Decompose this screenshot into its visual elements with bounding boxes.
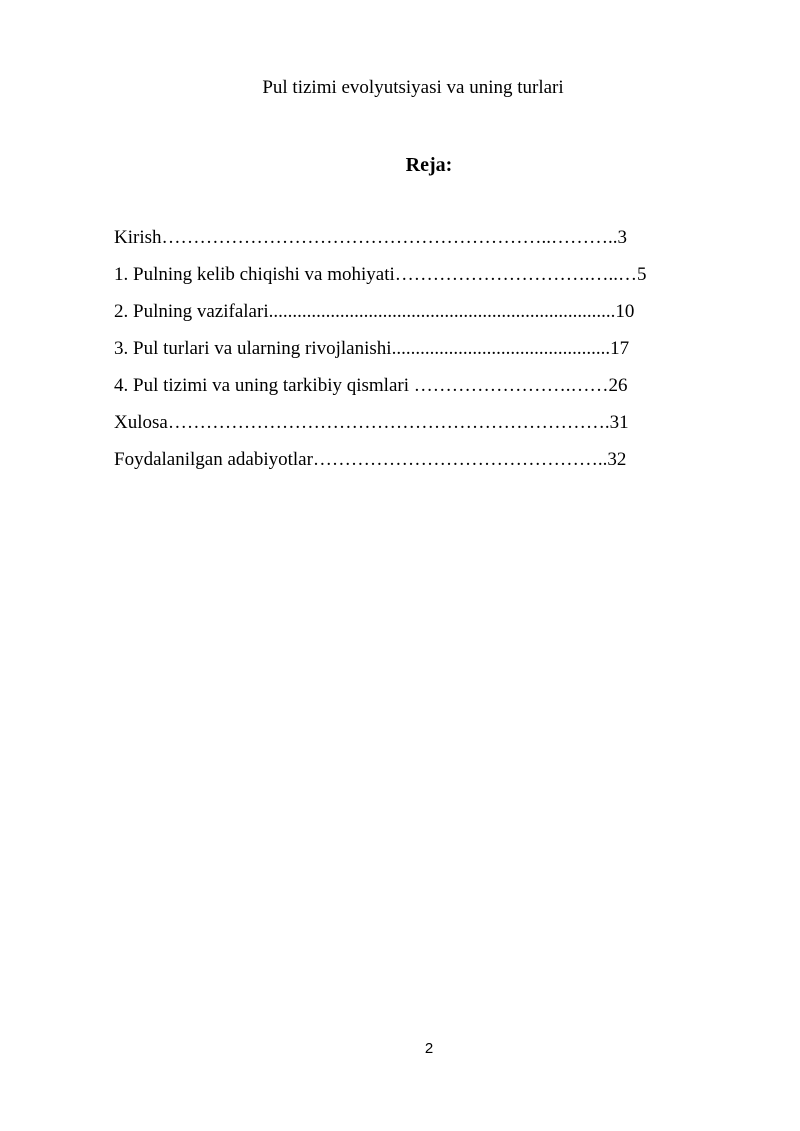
toc-item-label: 4. Pul tizimi va uning tarkibiy qismlari xyxy=(114,375,414,396)
toc-item-adabiyotlar xyxy=(114,448,626,472)
toc-item-leader: .............................................. xyxy=(391,338,611,359)
plan-heading: Reja: xyxy=(405,154,453,176)
toc-item-leader: ………………………….…..… xyxy=(394,264,638,285)
page-number: 2 xyxy=(424,1040,434,1057)
toc-item-3 xyxy=(114,337,629,361)
toc-item-label: Kirish xyxy=(114,227,162,248)
toc-item-2 xyxy=(114,300,634,324)
toc-item-1 xyxy=(114,263,647,287)
toc-item-label: 3. Pul turlari va ularning rivojlanishi xyxy=(114,338,392,359)
toc-item-label: Xulosa xyxy=(114,412,168,433)
toc-item-leader: …………………………………………………………… xyxy=(167,412,605,433)
toc-item-leader: …………………….…… xyxy=(413,375,609,396)
toc-item-xulosa xyxy=(114,411,629,435)
toc-item-page: 26 xyxy=(608,375,628,396)
toc-item-page: 3 xyxy=(617,227,627,248)
toc-item-page: 17 xyxy=(610,338,630,359)
toc-item-label: Foydalanilgan adabiyotlar xyxy=(114,449,313,470)
toc-item-label: 1. Pulning kelib chiqishi va mohiyati xyxy=(114,264,395,285)
toc-item-label: 2. Pulning vazifalari xyxy=(114,301,269,322)
toc-item-kirish xyxy=(114,226,627,250)
toc-item-page: 5 xyxy=(637,264,647,285)
toc-item-4 xyxy=(114,374,628,398)
toc-item-leader: ……………………………………………………..……….. xyxy=(161,227,618,248)
toc-item-page: .31 xyxy=(604,412,629,433)
toc-item-leader: ......................................................................... xyxy=(268,301,616,322)
toc-item-page: 10 xyxy=(615,301,635,322)
toc-item-page: 32 xyxy=(607,449,627,470)
document-title: Pul tizimi evolyutsiyasi va uning turlari xyxy=(262,77,564,98)
toc-item-leader: ……………………………………….. xyxy=(312,449,608,470)
